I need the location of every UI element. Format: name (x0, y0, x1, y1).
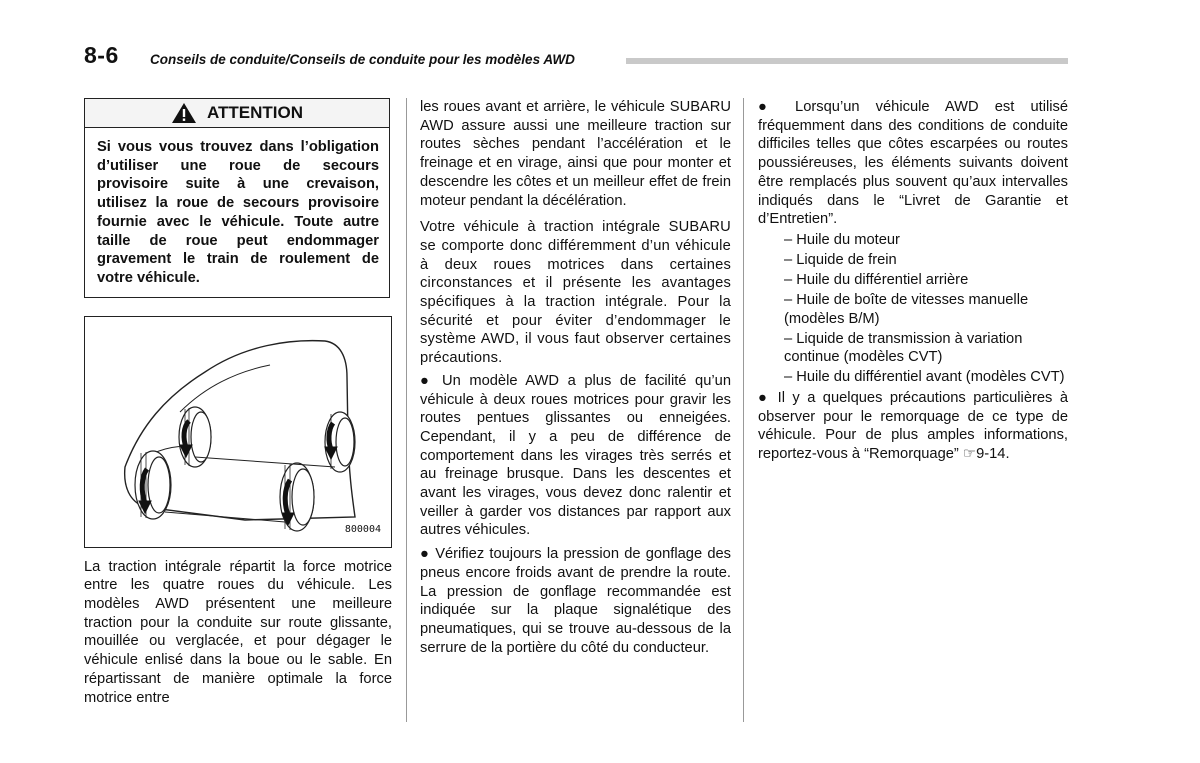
figure-code: 800004 (344, 523, 381, 535)
paragraph-precautions: Votre véhicule à traction intégrale SUBARU se comporte donc différemment d’un véhicule à deux roues motrices dans certaines circonstances et il présente les avantages spécifiques à la traction intégrale. Pour la sécurité et pour éviter d’endommager le système AWD, il vous faut observer certaines précautions. (420, 219, 731, 367)
awd-illustration (84, 316, 392, 548)
bullet-maintenance: ● Lorsqu’un véhicule AWD est utilisé fréquemment dans des conditions de conduite difficiles telles que côtes escarpées ou routes poussiéreuses, les éléments suivants doivent être remplacés plus souvent qu’aux intervalles indiqués dans le “Livret de Garantie et d’Entretien”. (758, 99, 1068, 228)
paragraph-traction: les roues avant et arrière, le véhicule SUBARU AWD assure aussi une meilleure traction sur routes sèches pendant l’accélération et le freinage et en virage, ainsi que pour monter et descendre les côtes et un meilleur effet de frein moteur pendant la décélération. (420, 99, 731, 209)
page-number: 8-6 (84, 42, 119, 68)
bullet-towing: ● Il y a quelques précautions particulières à observer pour le remorquage de ce type de véhicule. Pour de plus amples informations, reportez-vous à “Remorquage” ☞9-14. (758, 390, 1068, 463)
column-right (758, 98, 1068, 464)
paragraph-awd-intro: La traction intégrale répartit la force motrice entre les quatre roues du véhicule. Les modèles AWD présentent une meilleure traction pour la conduite sur route glissante, mouillée ou verglacée, et pour dégager le véhicule enlisé dans la boue ou le sable. En répartissant de manière optimale la force motrice entre (84, 558, 392, 706)
list-item: – Liquide de frein (784, 251, 897, 268)
column-left (84, 98, 392, 707)
warning-triangle-icon (171, 102, 197, 124)
car-wheels-illustration (85, 317, 391, 547)
column-divider (743, 98, 744, 722)
bullet-slopes: ● Un modèle AWD a plus de facilité qu’un véhicule à deux roues motrices pour gravir les routes pentues glissantes ou enneigées. Cependant, il y a peu de différence de comportement dans les virages très serrés et au freinage brusque. Dans les descentes et avant les virages, vous devez donc ralentir et veiller à garder vos distances par rapport aux autres véhicules. (420, 372, 731, 539)
page-header (0, 0, 1200, 80)
list-item: – Huile de boîte de vitesses manuelle (modèles B/M) (784, 291, 1029, 327)
list-item: – Huile du moteur (784, 231, 900, 248)
bullet-tire-pressure: ● Vérifiez toujours la pression de gonflage des pneus encore froids avant de prendre la route. La pression de gonflage recommandée est indiquée sur la plaque signalétique des pneumatiques, qui se trouve au-dessous de la serrure de la portière du côté du conducteur. (420, 546, 731, 656)
header-rule (626, 58, 1068, 64)
section-title: Conseils de conduite/Conseils de conduite pour les modèles AWD (150, 52, 575, 67)
attention-label: ATTENTION (206, 102, 303, 122)
attention-text: Si vous vous trouvez dans l’obligation d’utiliser une roue de secours provisoire suite à une crevaison, utilisez la roue de secours provisoire fournie avec le véhicule. Toute autre taille de roue peut endommager gravement le train de roulement de votre véhicule. (97, 139, 379, 286)
column-middle (420, 98, 731, 657)
column-divider (406, 98, 407, 722)
list-item: – Huile du différentiel avant (modèles CVT) (784, 369, 1065, 386)
attention-heading (85, 99, 389, 128)
list-item: – Huile du différentiel arrière (784, 271, 969, 288)
list-item: – Liquide de transmission à variation continue (modèles CVT) (784, 330, 1023, 366)
attention-box (84, 98, 390, 298)
maintenance-list (758, 231, 1068, 387)
